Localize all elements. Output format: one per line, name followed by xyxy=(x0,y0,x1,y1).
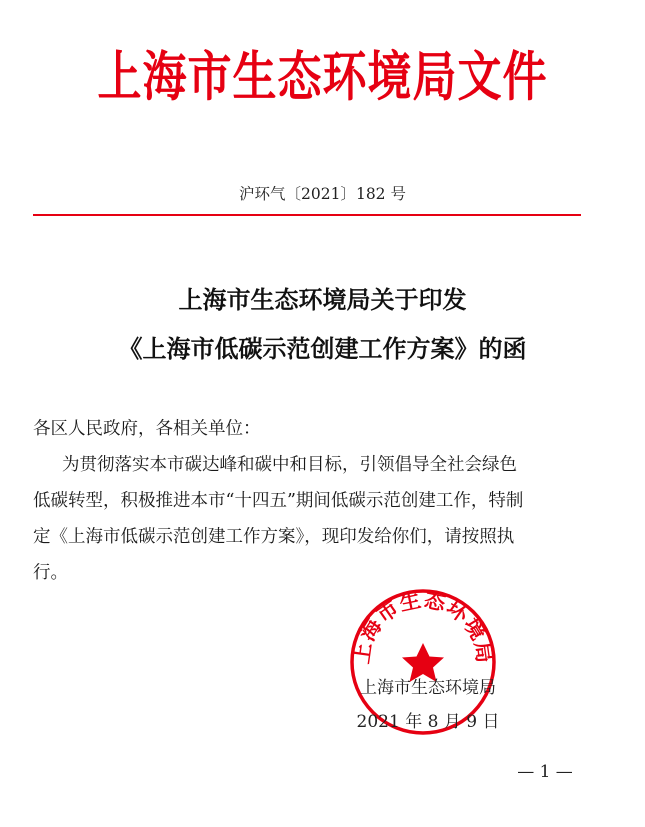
red-divider xyxy=(33,214,581,216)
body-line-4: 行。 xyxy=(33,563,68,583)
document-number xyxy=(0,182,645,206)
body-line-2: 低碳转型，积极推进本市“十四五”期间低碳示范创建工作，特制 xyxy=(33,491,524,511)
body-line-3: 定《上海市低碳示范创建工作方案》，现印发给你们，请按照执 xyxy=(33,527,515,547)
page-number: — 1 — xyxy=(517,762,573,782)
body-line-1: 为贯彻落实本市碳达峰和碳中和目标，引领倡导全社会绿色 xyxy=(62,455,517,475)
masthead-title: 上海市生态环境局文件 xyxy=(97,46,548,109)
issue-date: 2021 年 8 月 9 日 xyxy=(356,712,500,732)
document-number-text: 沪环气〔2021〕182 号 xyxy=(239,185,406,203)
issuer-name: 上海市生态环境局 xyxy=(360,678,496,698)
seal-text: 上海市生态环境局 xyxy=(349,587,497,666)
document-title-line-2: 《上海市低碳示范创建工作方案》的函 xyxy=(118,335,527,363)
document-title-line-1: 上海市生态环境局关于印发 xyxy=(178,286,467,314)
salutation: 各区人民政府，各相关单位： xyxy=(33,419,261,439)
